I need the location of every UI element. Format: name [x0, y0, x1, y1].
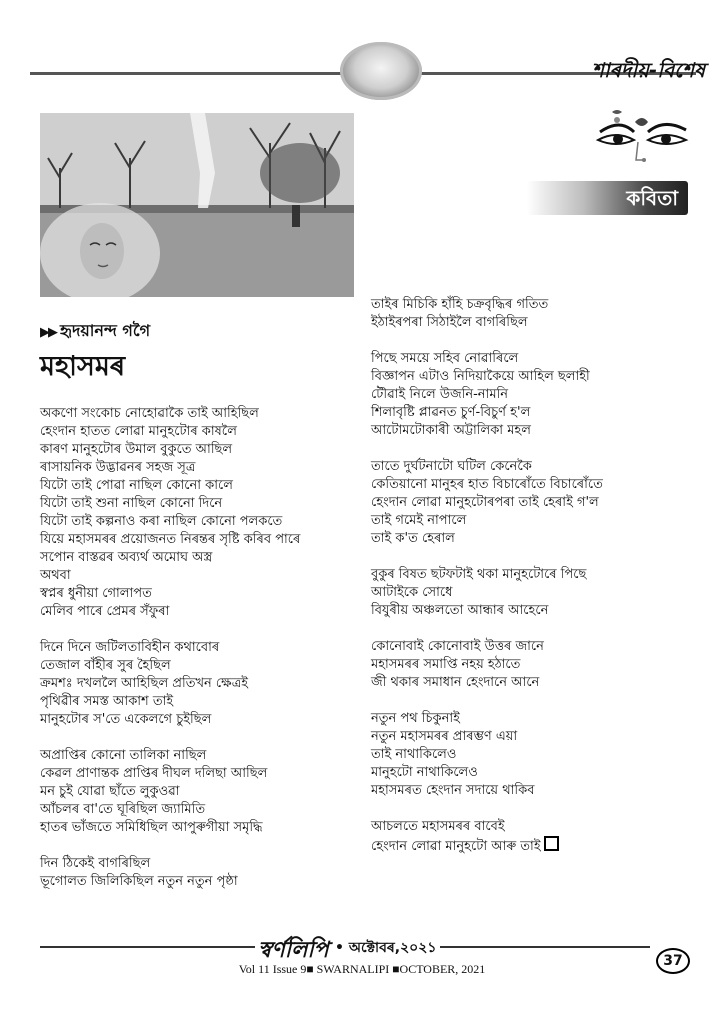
- poem-line: পিছে সময়ে সহিব নোৱাৰিলে: [371, 351, 519, 366]
- poem-line: হাতৰ ভাঁজতে সমিধিছিল আপুৰুগীয়া সমৃদ্ধি: [40, 820, 263, 835]
- poem-line: যিটো তাই পোৱা নাছিল কোনো কালে: [40, 478, 233, 493]
- poem-line: শিলাবৃষ্টি প্লাৱনত চুৰ্ণ-বিচুৰ্ণ হ'ল: [371, 405, 531, 420]
- category-label: কবিতা: [626, 186, 678, 210]
- author-name: হৃদয়ানন্দ গগৈ: [60, 321, 151, 340]
- stanza: [40, 405, 300, 621]
- poem-line: কাৰণ মানুহটোৰ উমাল বুকুতে আছিল: [40, 442, 233, 457]
- poem-line: কেৱল প্ৰাণান্তক প্ৰাপ্তিৰ দীঘল দলিছা আছিল: [40, 766, 268, 781]
- page-number: 37: [656, 948, 690, 974]
- poem-line: পৃথিৱীৰ সমস্ত আকাশ তাই: [40, 694, 174, 709]
- poem-line-text: হেংদান লোৱা মানুহটো আৰু তাই: [371, 839, 541, 854]
- poem-line: কেতিয়ানো মানুহৰ হাত বিচাৰোঁতে বিচাৰোঁতে: [371, 477, 603, 492]
- poem-line: বিযুৰীয় অঞ্চলতো আন্ধাৰ আহেনে: [371, 603, 549, 618]
- poem-line: আটাইকে সোধে: [371, 585, 453, 600]
- poem-line: অথবা: [40, 568, 71, 583]
- poem-line: মানুহটো নাথাকিলেও: [371, 765, 478, 780]
- poem-line: দিন ঠিকেই বাগৰিছিল: [40, 856, 151, 871]
- stanza: [371, 710, 603, 800]
- stanza: [371, 296, 603, 332]
- poem-line: আচলতে মহাসমৰৰ বাবেই: [371, 819, 505, 834]
- poem-line: যিটো তাই কল্পনাও কৰা নাছিল কোনো পলকতে: [40, 514, 283, 529]
- poem-line: টৌৱাই নিলে উজনি-নামনি: [371, 387, 509, 402]
- poem-left-column: [40, 405, 300, 909]
- stanza: [40, 747, 300, 837]
- poem-line: তাই গমেই নাপালে: [371, 513, 467, 528]
- poem-line: নতুন পথ চিকুনাই: [371, 711, 460, 726]
- magazine-name: স্বৰ্ণলিপি: [258, 938, 329, 963]
- footer-rule-left: [40, 946, 255, 948]
- poem-line: হেংদান হাতত লোৱা মানুহটোৰ কাষলৈ: [40, 424, 237, 439]
- poem-line: ৰাসায়নিক উদ্ভাৱনৰ সহজ সূত্ৰ: [40, 460, 196, 475]
- author-arrows-icon: ▶▶: [40, 325, 56, 340]
- stanza: [40, 639, 300, 729]
- poem-line: অপ্ৰাপ্তিৰ কোনো তালিকা নাছিল: [40, 748, 207, 763]
- poem-line: যিয়ে মহাসমৰৰ প্ৰয়োজনত নিৰন্তৰ সৃষ্টি কৰিব পাৰে: [40, 532, 301, 547]
- poem-line: মহাসমৰত হেংদান সদায়ে থাকিব: [371, 783, 535, 798]
- poem-line: বুকুৰ বিষত ছটফটাই থকা মানুহটোৰে পিছে: [371, 567, 587, 582]
- poem-line: মন চুই যোৱা ছাঁতে লুকুওৱা: [40, 784, 180, 799]
- poem-line: হেংদান লোৱা মানুহটোৰপৰা তাই হেৰাই গ'ল: [371, 495, 599, 510]
- poem-line: তাই ক'ত হেৰাল: [371, 531, 455, 546]
- poem-line: মানুহটোৰ স'তে একেলগে চুইছিল: [40, 712, 212, 727]
- stanza: [371, 566, 603, 620]
- poem-line: যিটো তাই শুনা নাছিল কোনো দিনে: [40, 496, 223, 511]
- stanza: [371, 458, 603, 548]
- poem-line: কোনোবাই কোনোবাই উত্তৰ জানে: [371, 639, 544, 654]
- footer-info: Vol 11 Issue 9■ SWARNALIPI ■OCTOBER, 2021: [238, 962, 486, 976]
- poem-line: তাই নাথাকিলেও: [371, 747, 457, 762]
- poem-title: মহাসমৰ: [40, 351, 126, 382]
- poem-line-last: [371, 836, 603, 856]
- poem-line: ক্ৰমশঃ দখললৈ আহিছিল প্ৰতিখন ক্ষেত্ৰই: [40, 676, 249, 691]
- header-ornament-icon: [340, 42, 422, 100]
- section-title: শাৰদীয়-বিশেষ: [592, 58, 705, 82]
- poem-line: মেলিব পাৰে প্ৰেমৰ সঁফুৰা: [40, 604, 170, 619]
- poem-line: সপোন বাস্তৱৰ অব্যৰ্থ অমোঘ অস্ত্ৰ: [40, 550, 213, 565]
- poem-line: ইঠাইৰপৰা সিঠাইলৈ বাগৰিছিল: [371, 315, 528, 330]
- poem-line: জী থকাৰ সমাধান হেংদানে আনে: [371, 675, 540, 690]
- footer-rule-right: [440, 946, 650, 948]
- poem-right-column: [371, 296, 603, 874]
- stanza: [371, 818, 603, 856]
- poem-line: মহাসমৰৰ সমাপ্তি নহয় হঠাতে: [371, 657, 521, 672]
- poem-line: নতুন মহাসমৰৰ প্ৰাৰম্ভণ এয়া: [371, 729, 518, 744]
- illustration-photo: [40, 113, 354, 297]
- category-bar: [527, 181, 688, 215]
- stanza: [40, 855, 300, 891]
- poem-line: তাইৰ মিচিকি হাঁহি চক্ৰবৃদ্ধিৰ গতিত: [371, 297, 549, 312]
- poem-line: অকণো সংকোচ নোহোৱাকৈ তাই আহিছিল: [40, 406, 259, 421]
- goddess-eyes-icon: [590, 108, 690, 174]
- poem-line: আঁচলৰ বা'তে ঘূৰিছিল জ্যামিতি: [40, 802, 206, 817]
- poem-line: স্বপ্নৰ ধুনীয়া গোলাপত: [40, 586, 152, 601]
- end-mark-icon: [544, 836, 559, 851]
- stanza: [371, 350, 603, 440]
- poem-line: আটোমটোকাৰী অট্টালিকা মহল: [371, 423, 531, 438]
- poem-line: তেজাল বাঁহীৰ সুৰ হৈছিল: [40, 658, 171, 673]
- stanza: [371, 638, 603, 692]
- poem-line: দিনে দিনে জটিলতাবিহীন কথাবোৰ: [40, 640, 220, 655]
- footer-date: • অক্টোবৰ,২০২১: [335, 940, 437, 956]
- author-line: [40, 318, 150, 345]
- poem-line: ভূগোলত জিলিকিছিল নতুন নতুন পৃষ্ঠা: [40, 874, 238, 889]
- poem-line: বিজ্ঞাপন এটাও নিদিয়াকৈয়ে আহিল ছলাহী: [371, 369, 590, 384]
- poem-line: তাতে দুৰ্ঘটনাটো ঘটিল কেনেকৈ: [371, 459, 532, 474]
